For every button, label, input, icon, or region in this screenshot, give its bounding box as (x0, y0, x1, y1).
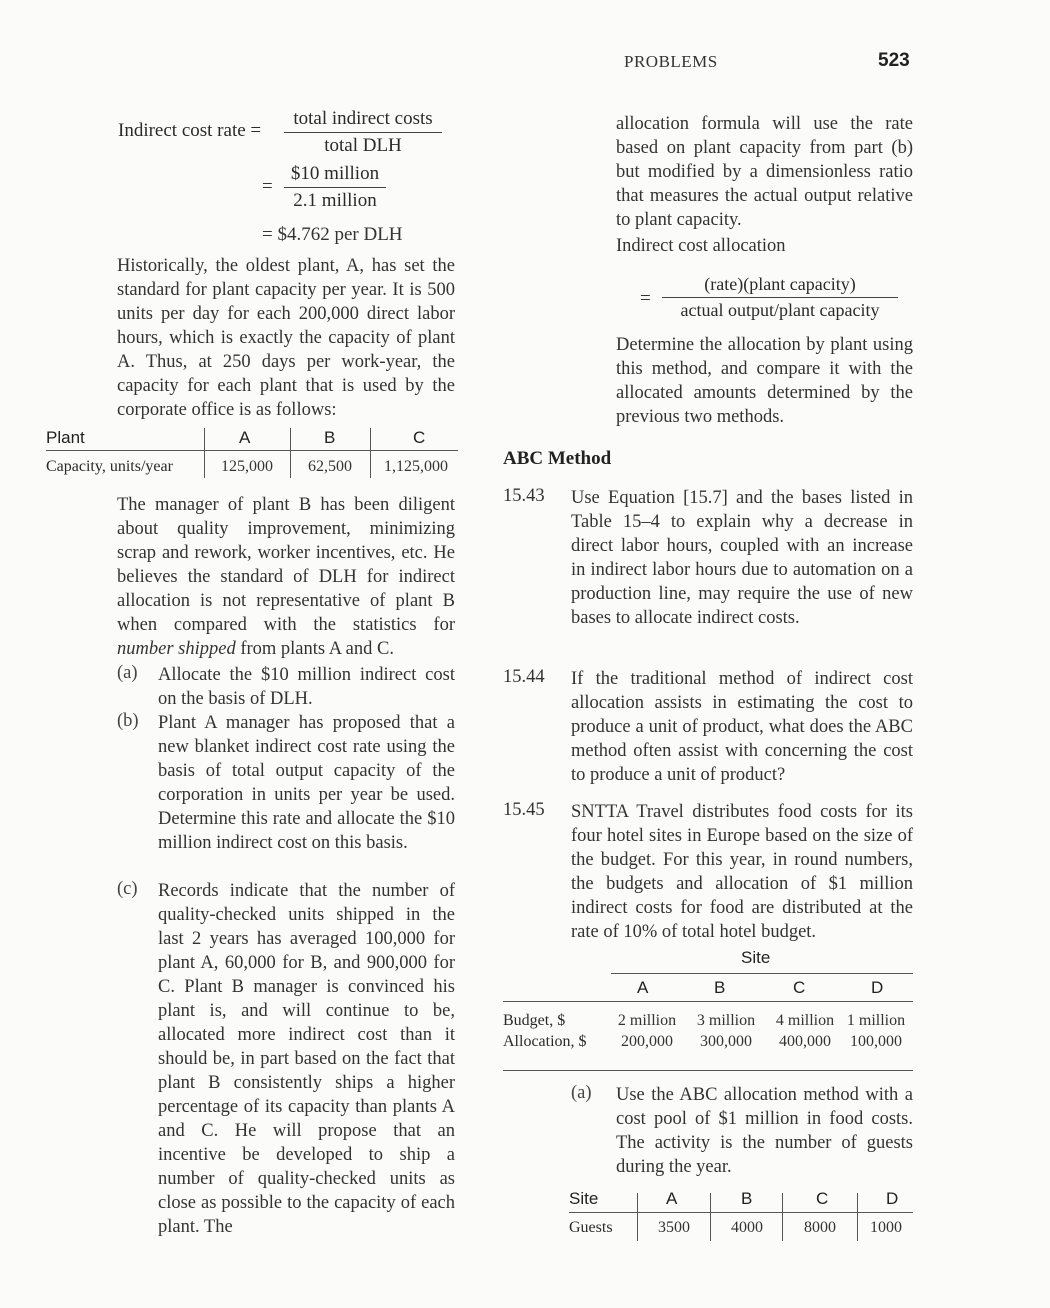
guests-col-b: B (741, 1189, 753, 1208)
guests-table-rule (569, 1212, 913, 1213)
continuation-paragraph: allocation formula will use the rate based on plant capacity from part (b) but modified by a dimensionless ratio that measures the actual output relative to plant capacity. (616, 114, 913, 230)
fraction-1-denominator: total DLH (324, 135, 402, 156)
budget-table-bottom-rule (503, 1070, 913, 1071)
guests-value-c: 8000 (804, 1219, 836, 1236)
allocation-value-b: 300,000 (700, 1033, 752, 1050)
capacity-table-header-label: Plant (46, 428, 85, 447)
guests-col-c: C (816, 1189, 829, 1208)
budget-row-label: Budget, $ (503, 1012, 566, 1029)
capacity-value-c: 1,125,000 (384, 458, 448, 475)
item-b-text: Plant A manager has proposed that a new blanket indirect cost rate using the basis of total output capacity of the corporation in units per year be used. Determine this rate and allocate the $10 million indirect cost on this basis. (158, 713, 455, 853)
problem-number-15-44: 15.44 (503, 667, 545, 687)
fraction-2-denominator: 2.1 million (293, 190, 377, 211)
guests-table-divider (637, 1193, 638, 1241)
problem-number-15-45: 15.45 (503, 800, 545, 820)
fraction-2 (284, 163, 386, 212)
eq-sign-2: = (262, 176, 273, 197)
budget-value-c: 4 million (775, 1012, 835, 1029)
guests-table-header-label: Site (569, 1189, 599, 1208)
right-item-a-text: Use the ABC allocation method with a cost pool of $1 million in food costs. The activity is the number of guests during the year. (616, 1085, 913, 1177)
allocation-value-d: 100,000 (850, 1033, 902, 1050)
budget-col-c: C (793, 978, 806, 997)
guests-table (569, 1189, 913, 1241)
guests-table-divider (782, 1193, 783, 1241)
item-a-label: (a) (117, 663, 138, 683)
item-b-label: (b) (117, 711, 139, 731)
allocation-value-c: 400,000 (779, 1033, 831, 1050)
guests-table-divider (857, 1193, 858, 1241)
fraction-2-numerator: $10 million (284, 163, 386, 188)
page-number: 523 (878, 50, 910, 71)
budget-col-d: D (871, 978, 884, 997)
guests-value-a: 3500 (658, 1219, 690, 1236)
determine-paragraph: Determine the allocation by plant using this method, and compare it with the allocated amounts determined by the previous two methods. (616, 335, 913, 427)
budget-table-group-header: Site (741, 948, 771, 967)
guests-value-d: 1000 (870, 1219, 902, 1236)
guests-value-b: 4000 (731, 1219, 763, 1236)
right-item-a-label: (a) (571, 1083, 592, 1103)
capacity-table-divider (204, 428, 205, 478)
capacity-col-c: C (413, 428, 426, 447)
equation-result: = $4.762 per DLH (262, 224, 403, 245)
paragraph-plant-capacity: Historically, the oldest plant, A, has set the standard for plant capacity per year. It is 500 units per day for each 200,000 direct labor hours, which is exactly the capacity of plant A. Thus, at 250 days per work-year, the capacity for each plant that is used by the corporate office is as follows: (117, 256, 455, 420)
budget-table (503, 948, 913, 1072)
capacity-col-a: A (239, 428, 251, 447)
item-c-text: Records indicate that the number of quality-checked units shipped in the last 2 years has averaged 100,000 for plant A, 60,000 for B, and 900,000 for C. Plant B manager is convinced his plant is, and will continue to be, allocated more indirect cost than it should be, in part based on the fact that plant B consistently ships a higher percentage of its capacity than plants A and C. He will propose that an incentive be developed to ship a number of quality-checked units as close as possible to the capacity of each plant. The (158, 881, 455, 1237)
fraction-1-numerator: total indirect costs (284, 108, 442, 133)
capacity-value-a: 125,000 (221, 458, 273, 475)
capacity-col-b: B (324, 428, 336, 447)
guests-row-label: Guests (569, 1219, 613, 1236)
guests-col-d: D (886, 1189, 899, 1208)
problem-text-15-45: SNTTA Travel distributes food costs for its four hotel sites in Europe based on the size of the budget. For this year, in round numbers, the budgets and allocation of $1 million indirect costs for food are distributed at the rate of 10% of total hotel budget. (571, 802, 913, 942)
capacity-table-divider (370, 428, 371, 478)
guests-table-divider (710, 1193, 711, 1241)
allocation-numerator: (rate)(plant capacity) (662, 274, 898, 298)
problem-number-15-43: 15.43 (503, 486, 545, 506)
allocation-fraction (662, 274, 898, 321)
paragraph-plant-b-manager: The manager of plant B has been diligent about quality improvement, minimizing scrap and rework, worker incentives, etc. He believes the standard of DLH for indirect allocation is not representative of plant B when compared with the statistics for number shipped from plants A and C. (117, 495, 455, 659)
capacity-table (46, 428, 458, 478)
budget-col-a: A (637, 978, 649, 997)
italic-number-shipped: number shipped (117, 639, 236, 659)
budget-value-d: 1 million (846, 1012, 906, 1029)
problem-text-15-44: If the traditional method of indirect cost allocation assists in estimating the cost to produce a unit of product, what does the ABC method often assist with concerning the cost to produce a unit of product? (571, 669, 913, 785)
budget-table-group-rule (611, 973, 913, 974)
allocation-label: Indirect cost allocation (616, 236, 786, 256)
guests-col-a: A (666, 1189, 678, 1208)
budget-table-header-rule (503, 1001, 913, 1002)
allocation-row-label: Allocation, $ (503, 1033, 587, 1050)
budget-value-b: 3 million (696, 1012, 756, 1029)
section-title-abc-method: ABC Method (503, 448, 612, 469)
item-a-text: Allocate the $10 million indirect cost on the basis of DLH. (158, 665, 455, 709)
equation-label: Indirect cost rate = (118, 120, 262, 141)
allocation-value-a: 200,000 (621, 1033, 673, 1050)
capacity-row-label: Capacity, units/year (46, 458, 173, 475)
item-c-label: (c) (117, 879, 138, 899)
allocation-denominator: actual output/plant capacity (680, 300, 880, 320)
capacity-table-divider (290, 428, 291, 478)
problem-text-15-43: Use Equation [15.7] and the bases listed in Table 15–4 to explain why a decrease in direct labor hours, coupled with an increase in indirect labor hours due to automation on a production line, may require the use of new bases to allocate indirect costs. (571, 488, 913, 628)
running-head: PROBLEMS (624, 52, 718, 71)
budget-col-b: B (714, 978, 726, 997)
capacity-value-b: 62,500 (308, 458, 352, 475)
budget-value-a: 2 million (617, 1012, 677, 1029)
fraction-1 (284, 108, 442, 157)
capacity-table-rule (46, 450, 458, 451)
allocation-eq-sign: = (640, 288, 651, 309)
